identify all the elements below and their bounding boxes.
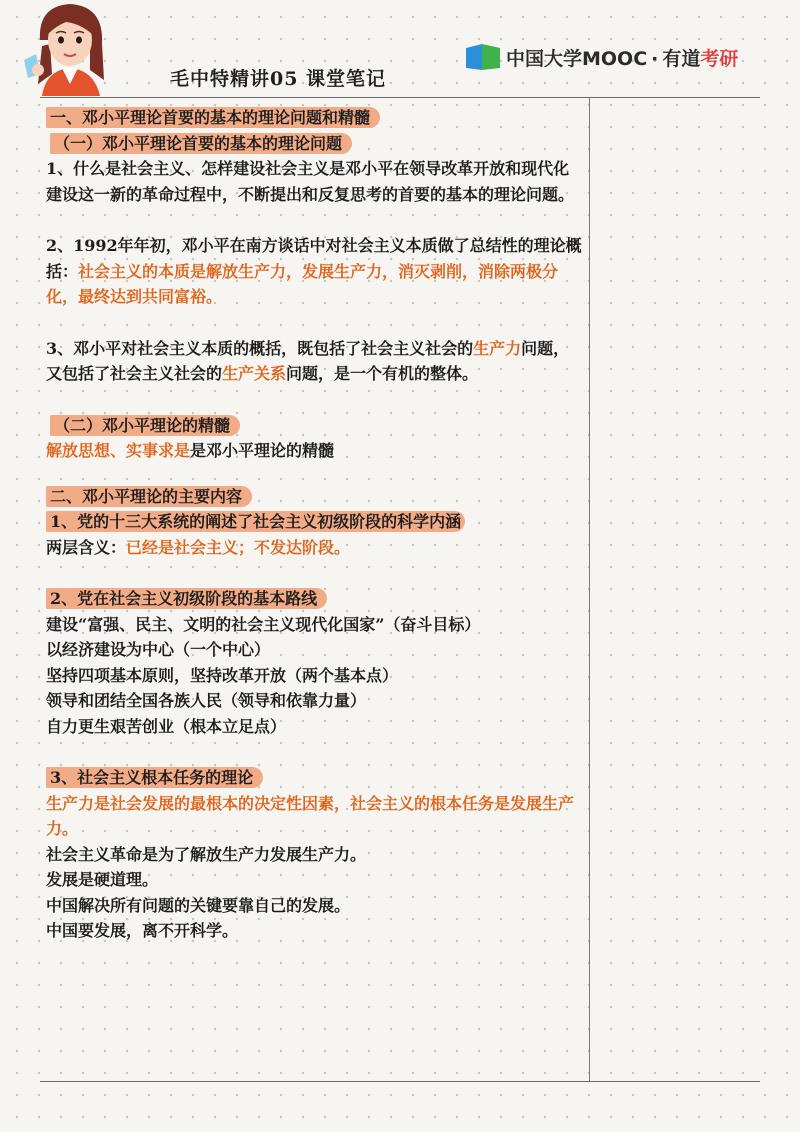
paragraph-2: 2、1992年年初，邓小平在南方谈话中对社会主义本质做了总结性的理论概括：社会主义的本质是解放生产力，发展生产力，消灭剥削，消除两极分化，最终达到共同富裕。 bbox=[46, 236, 582, 306]
line-item: 社会主义革命是为了解放生产力发展生产力。 bbox=[46, 844, 367, 864]
item-heading-1: 1、党的十三大系统的阐述了社会主义初级阶段的科学内涵 bbox=[46, 511, 465, 532]
logo-text: 中国大学MOOC · 有道考研 bbox=[506, 47, 739, 70]
line-item: 中国要发展，离不开科学。 bbox=[46, 921, 239, 940]
item-heading-2: 2、党在社会主义初级阶段的基本路线 bbox=[46, 588, 327, 609]
paragraph-6: 生产力是社会发展的最根本的决定性因素，社会主义的根本任务是发展生产力。 bbox=[46, 793, 575, 838]
teacher-avatar bbox=[20, 0, 120, 96]
subsection-heading-2: （二）邓小平理论的精髓 bbox=[50, 415, 240, 436]
item-heading-3: 3、社会主义根本任务的理论 bbox=[46, 767, 263, 788]
subsection-heading-1: （一）邓小平理论首要的基本的理论问题 bbox=[50, 133, 352, 154]
line-item: 自力更生艰苦创业（根本立足点） bbox=[46, 716, 287, 736]
paragraph-1: 1、什么是社会主义、怎样建设社会主义是邓小平在领导改革开放和现代化建设这一新的革命过程中，不断提出和反复思考的首要的基本的理论问题。 bbox=[46, 159, 575, 204]
section-heading-2: 二、邓小平理论的主要内容 bbox=[46, 486, 252, 507]
line-item: 坚持四项基本原则，坚持改革开放（两个基本点） bbox=[46, 665, 399, 685]
line-item: 以经济建设为中心（一个中心） bbox=[46, 640, 271, 659]
notes-content bbox=[46, 105, 584, 944]
line-item: 建设“富强、民主、文明的社会主义现代化国家”（奋斗目标） bbox=[46, 614, 481, 634]
margin-divider bbox=[589, 97, 590, 1081]
footer-rule bbox=[40, 1081, 760, 1082]
paragraph-5: 两层含义：已经是社会主义；不发达阶段。 bbox=[46, 537, 351, 557]
section-heading-1: 一、邓小平理论首要的基本的理论问题和精髓 bbox=[46, 107, 380, 128]
header-rule bbox=[40, 97, 760, 98]
line-item: 中国解决所有问题的关键要靠自己的发展。 bbox=[46, 895, 351, 915]
paragraph-3: 3、邓小平对社会主义本质的概括，既包括了社会主义社会的生产力问题，又包括了社会主义社会的生产关系问题，是一个有机的整体。 bbox=[46, 338, 570, 383]
mooc-logo-icon bbox=[464, 42, 502, 72]
page-title: 毛中特精讲05 课堂笔记 bbox=[170, 68, 387, 90]
line-item: 领导和团结全国各族人民（领导和依靠力量） bbox=[46, 691, 367, 710]
paragraph-4: 解放思想、实事求是是邓小平理论的精髓 bbox=[46, 441, 335, 460]
line-item: 发展是硬道理。 bbox=[46, 870, 159, 889]
brand-logo bbox=[464, 40, 738, 74]
